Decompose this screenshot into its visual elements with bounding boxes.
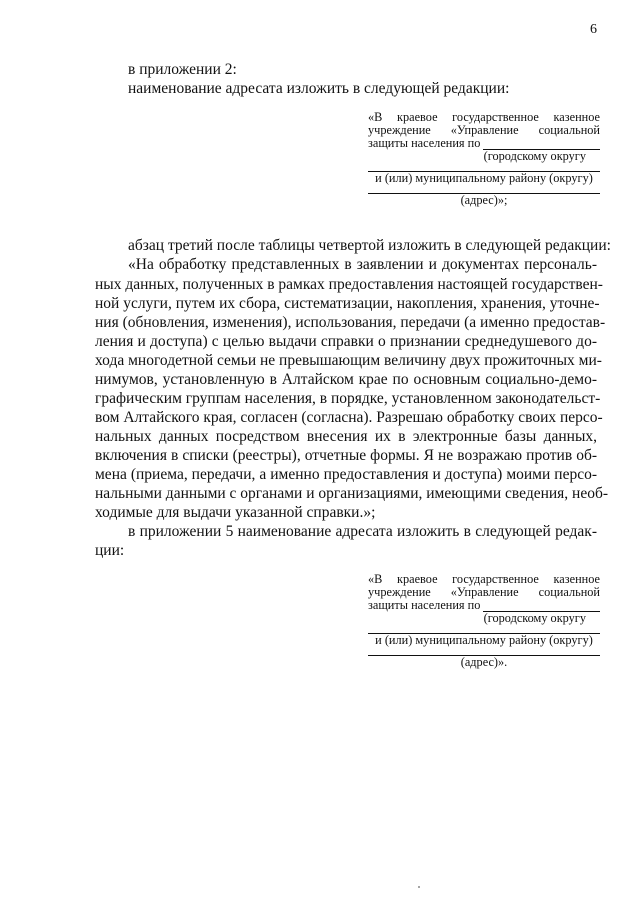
paragraph-line-15: ходимые для выдачи указанной справки.»;: [95, 504, 376, 521]
address-2-line-1: «В краевое государственное казенное: [368, 572, 600, 586]
page-number: 6: [590, 22, 597, 37]
paragraph-line-7: хода многодетной семьи не превышающим величину двух прожиточных ми-: [95, 352, 602, 369]
paragraph-line-12: включения в списки (реестры), отчетные формы. Я не возражаю против об-: [95, 447, 597, 464]
paragraph-line-13: мена (приема, передачи, а именно предоставления и доступа) моими персо-: [95, 466, 597, 483]
address-block-2: [368, 573, 600, 669]
address-block-1: [368, 111, 600, 207]
paragraph-line-17: ции:: [95, 542, 125, 559]
paragraph-line-2: «На обработку представленных в заявлении и документах персональ-: [128, 256, 597, 273]
paragraph-line-16: в приложении 5 наименование адресата изложить в следующей редак-: [128, 523, 597, 540]
paragraph-line-8: нимумов, установленную в Алтайском крае по основным социально-демо-: [95, 371, 597, 388]
address-1-line-1: «В краевое государственное казенное: [368, 110, 600, 124]
address-2-caption-3: (адрес)».: [460, 655, 508, 669]
scan-speck: [418, 886, 420, 888]
appendix2-instruction: наименование адресата изложить в следующей редакции:: [128, 80, 510, 97]
address-1-line-2: учреждение «Управление социальной: [368, 123, 600, 137]
paragraph-line-9: графическим группам населения, в порядке, установленном законодательст-: [95, 390, 601, 407]
address-1-line-3: защиты населения по: [368, 136, 481, 150]
address-1-caption-1: (городскому округу: [483, 149, 586, 163]
address-2-line-2: учреждение «Управление социальной: [368, 585, 600, 599]
paragraph-line-1: абзац третий после таблицы четвертой изложить в следующей редакции:: [128, 237, 611, 254]
paragraph-line-6: ления и доступа) с целью выдачи справки о признании среднедушевого до-: [95, 333, 597, 350]
paragraph-line-3: ных данных, полученных в рамках предоставления настоящей государствен-: [95, 276, 603, 293]
address-2-line-3: защиты населения по: [368, 598, 481, 612]
appendix2-intro: в приложении 2:: [128, 61, 237, 78]
address-1-caption-2: и (или) муниципальному району (округу): [375, 171, 593, 185]
address-1-caption-3: (адрес)»;: [460, 193, 508, 207]
paragraph-line-5: ния (обновления, изменения), использования, передачи (а именно предостав-: [95, 314, 606, 331]
paragraph-line-11: нальных данных посредством внесения их в электронные базы данных,: [95, 428, 597, 445]
address-2-caption-1: (городскому округу: [483, 611, 586, 625]
paragraph-line-14: нальными данными с органами и организациями, имеющими сведения, необ-: [95, 485, 609, 502]
address-2-caption-2: и (или) муниципальному району (округу): [375, 633, 593, 647]
paragraph-line-4: ной услуги, путем их сбора, систематизации, накопления, хранения, уточне-: [95, 295, 600, 312]
paragraph-line-10: вом Алтайского края, согласен (согласна). Разрешаю обработку своих персо-: [95, 409, 603, 426]
